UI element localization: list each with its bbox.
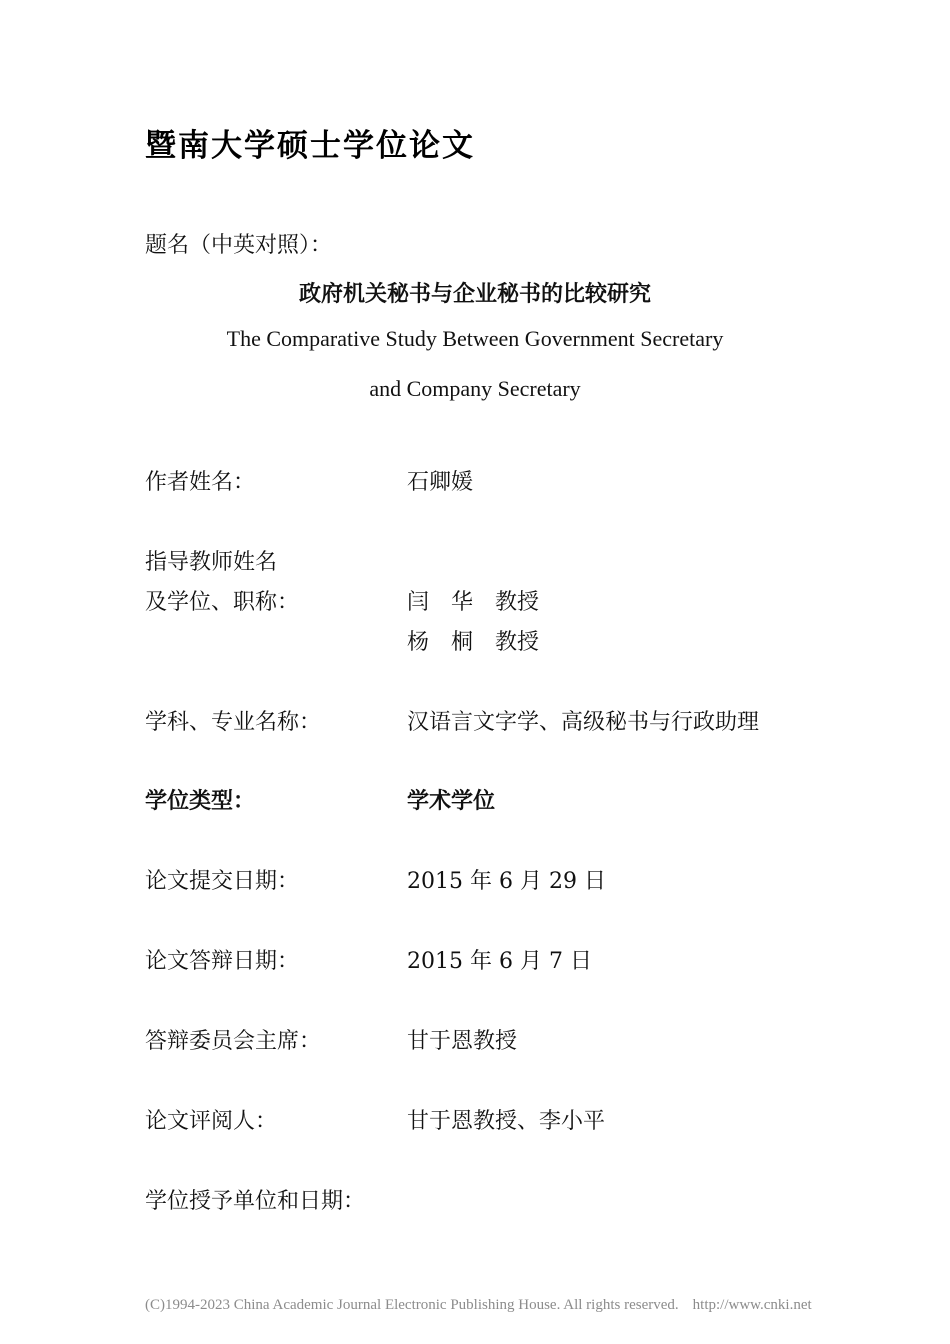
thesis-title-english-line2: and Company Secretary (369, 376, 581, 401)
advisor-value-1: 闫 华 教授 (407, 590, 540, 615)
thesis-title-chinese: 政府机关秘书与企业秘书的比较研究 (298, 282, 651, 307)
university-thesis-title: 暨南大学硕士学位论文 (145, 128, 475, 164)
defense-date-label: 论文答辩日期： (145, 949, 300, 974)
defense-date-value: 2015 年 6 月 7 日 (407, 949, 592, 974)
reviewers-label: 论文评阅人： (145, 1109, 278, 1134)
author-label: 作者姓名： (145, 470, 256, 495)
advisor-label-line1: 指导教师姓名 (145, 550, 278, 575)
degree-type-value: 学术学位 (407, 789, 496, 814)
cnki-link[interactable]: http://www.cnki.net (692, 1297, 812, 1313)
submission-date-value: 2015 年 6 月 29 日 (407, 869, 606, 894)
major-label: 学科、专业名称： (145, 710, 322, 735)
submission-date-label: 论文提交日期： (145, 869, 300, 894)
copyright-footer (145, 1297, 812, 1314)
degree-grant-label: 学位授予单位和日期： (145, 1189, 366, 1214)
author-value: 石卿媛 (407, 470, 474, 495)
committee-chair-value: 甘于恩教授 (407, 1029, 518, 1054)
committee-chair-label: 答辩委员会主席： (145, 1029, 322, 1054)
major-value: 汉语言文字学、高级秘书与行政助理 (407, 710, 760, 735)
reviewers-value: 甘于恩教授、李小平 (407, 1109, 606, 1134)
advisor-value-2: 杨 桐 教授 (407, 630, 540, 655)
advisor-label-line2: 及学位、职称： (145, 590, 300, 615)
title-prompt-label: 题名（中英对照）： (145, 233, 333, 258)
thesis-title-english-line1: The Comparative Study Between Government Secretary (226, 326, 724, 351)
degree-type-label: 学位类型： (145, 789, 256, 814)
copyright-text: (C)1994-2023 China Academic Journal Electronic Publishing House. All rights reserved. (145, 1297, 679, 1313)
